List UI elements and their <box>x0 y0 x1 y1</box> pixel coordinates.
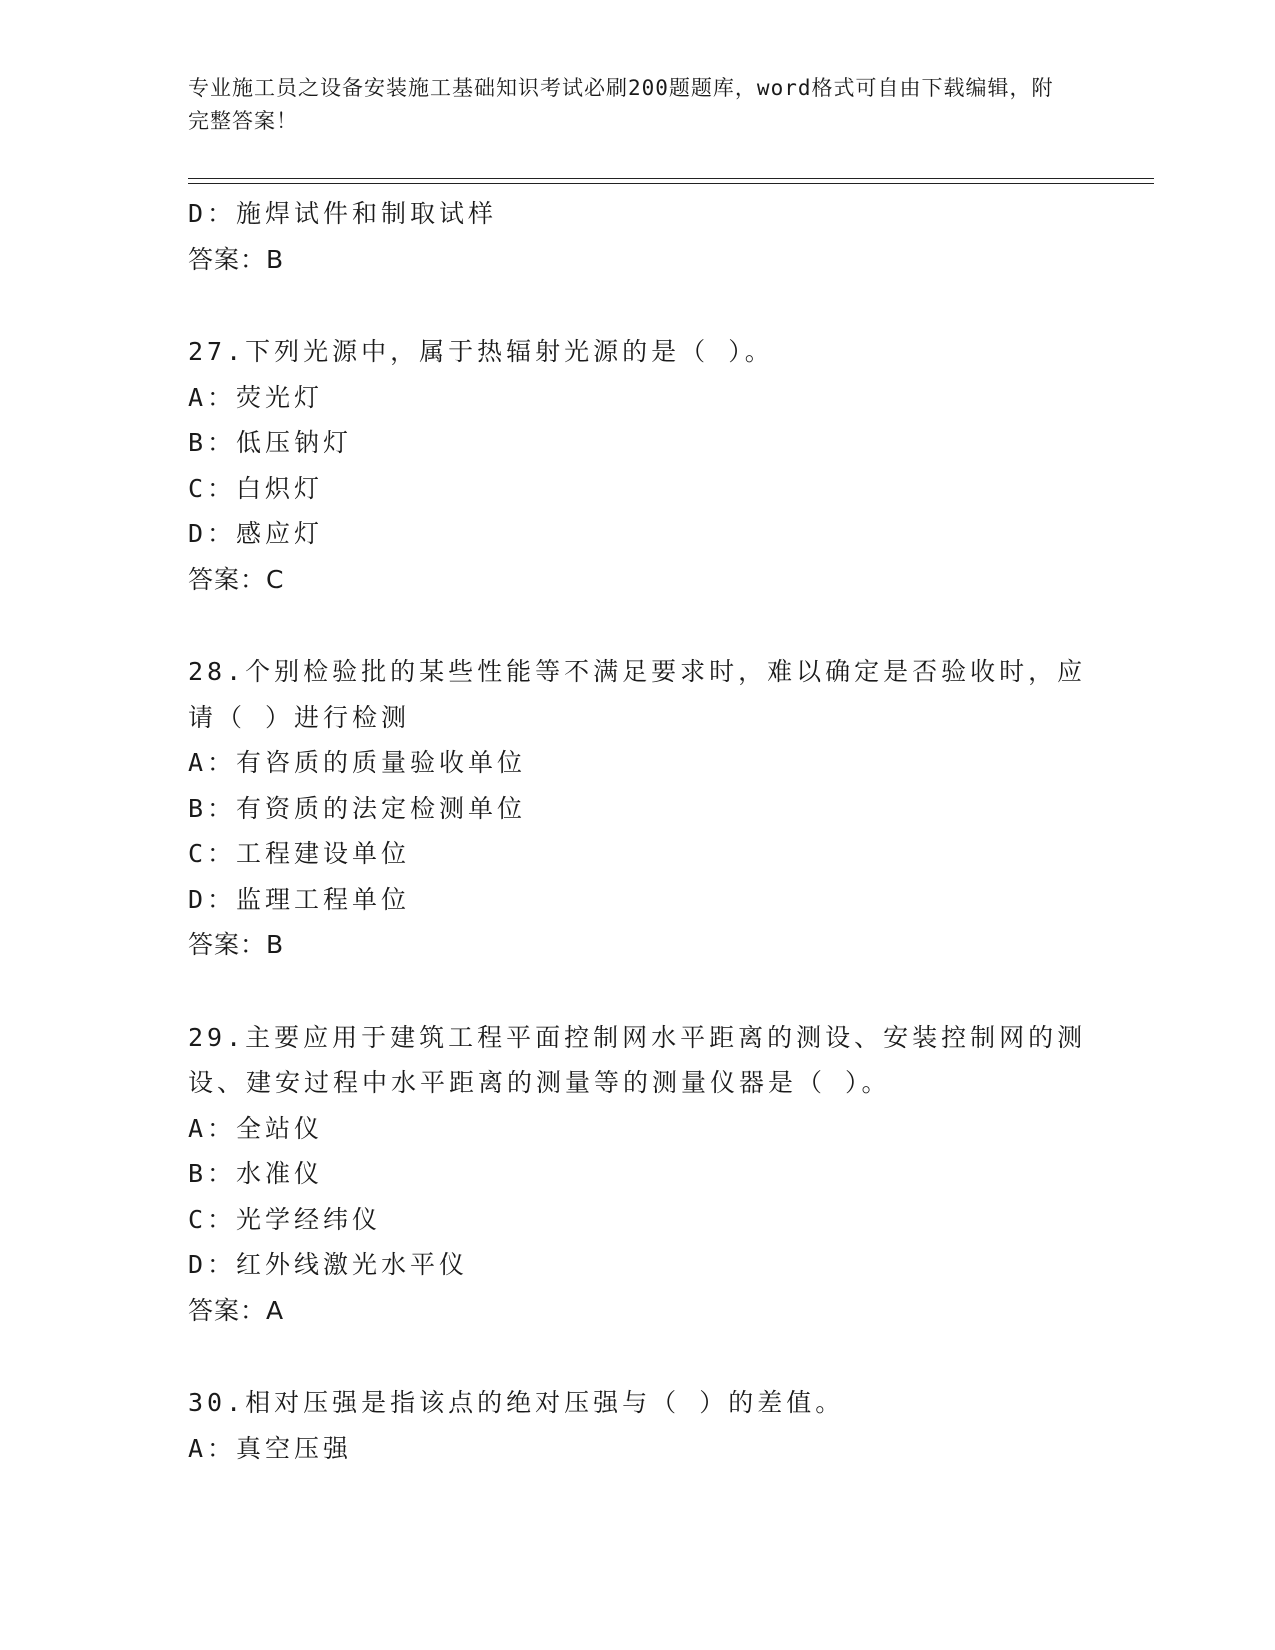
option-d: D：施焊试件和制取试样 <box>188 199 498 228</box>
option-a: A：有咨质的质量验收单位 <box>188 748 527 777</box>
option-a: A：真空压强 <box>188 1433 353 1463</box>
answer-line: 答案：C <box>188 564 285 594</box>
option-c: C：工程建设单位 <box>188 839 411 868</box>
option-a: A：全站仪 <box>188 1113 324 1143</box>
header-rule-bottom <box>188 183 1154 184</box>
question-30 <box>188 1380 1088 1471</box>
question-stem: 28.个别检验批的某些性能等不满足要求时，难以确定是否验收时，应请（ ）进行检测 <box>188 657 1087 732</box>
option-b: B：水准仪 <box>188 1159 324 1188</box>
question-29 <box>188 1015 1088 1334</box>
option-b: B：低压钠灯 <box>188 428 353 457</box>
option-c: C：白炽灯 <box>188 473 324 503</box>
question-28 <box>188 649 1088 968</box>
question-stem: 30.相对压强是指该点的绝对压强与（ ）的差值。 <box>188 1388 845 1417</box>
answer-line: 答案：A <box>188 1295 285 1325</box>
option-a: A：荧光灯 <box>188 382 324 412</box>
option-b: B：有资质的法定检测单位 <box>188 793 527 823</box>
question-27 <box>188 329 1088 602</box>
header-title: 专业施工员之设备安装施工基础知识考试必刷200题题库，word格式可自由下载编辑，附完整答案！ <box>188 76 1054 133</box>
option-d: D：红外线激光水平仪 <box>188 1250 469 1279</box>
option-d: D：感应灯 <box>188 519 324 548</box>
question-fragment <box>188 191 1088 282</box>
question-list <box>188 191 1088 1471</box>
question-stem: 29.主要应用于建筑工程平面控制网水平距离的测设、安装控制网的测设、建安过程中水平距离的测量等的测量仪器是（ ）。 <box>188 1022 1087 1097</box>
answer-line: 答案：B <box>188 244 285 274</box>
question-stem: 27.下列光源中，属于热辐射光源的是（ ）。 <box>188 337 774 366</box>
option-d: D：监理工程单位 <box>188 884 411 914</box>
document-header <box>188 72 1068 138</box>
answer-line: 答案：B <box>188 930 285 959</box>
header-rule-top <box>188 178 1154 179</box>
option-c: C：光学经纬仪 <box>188 1204 382 1234</box>
